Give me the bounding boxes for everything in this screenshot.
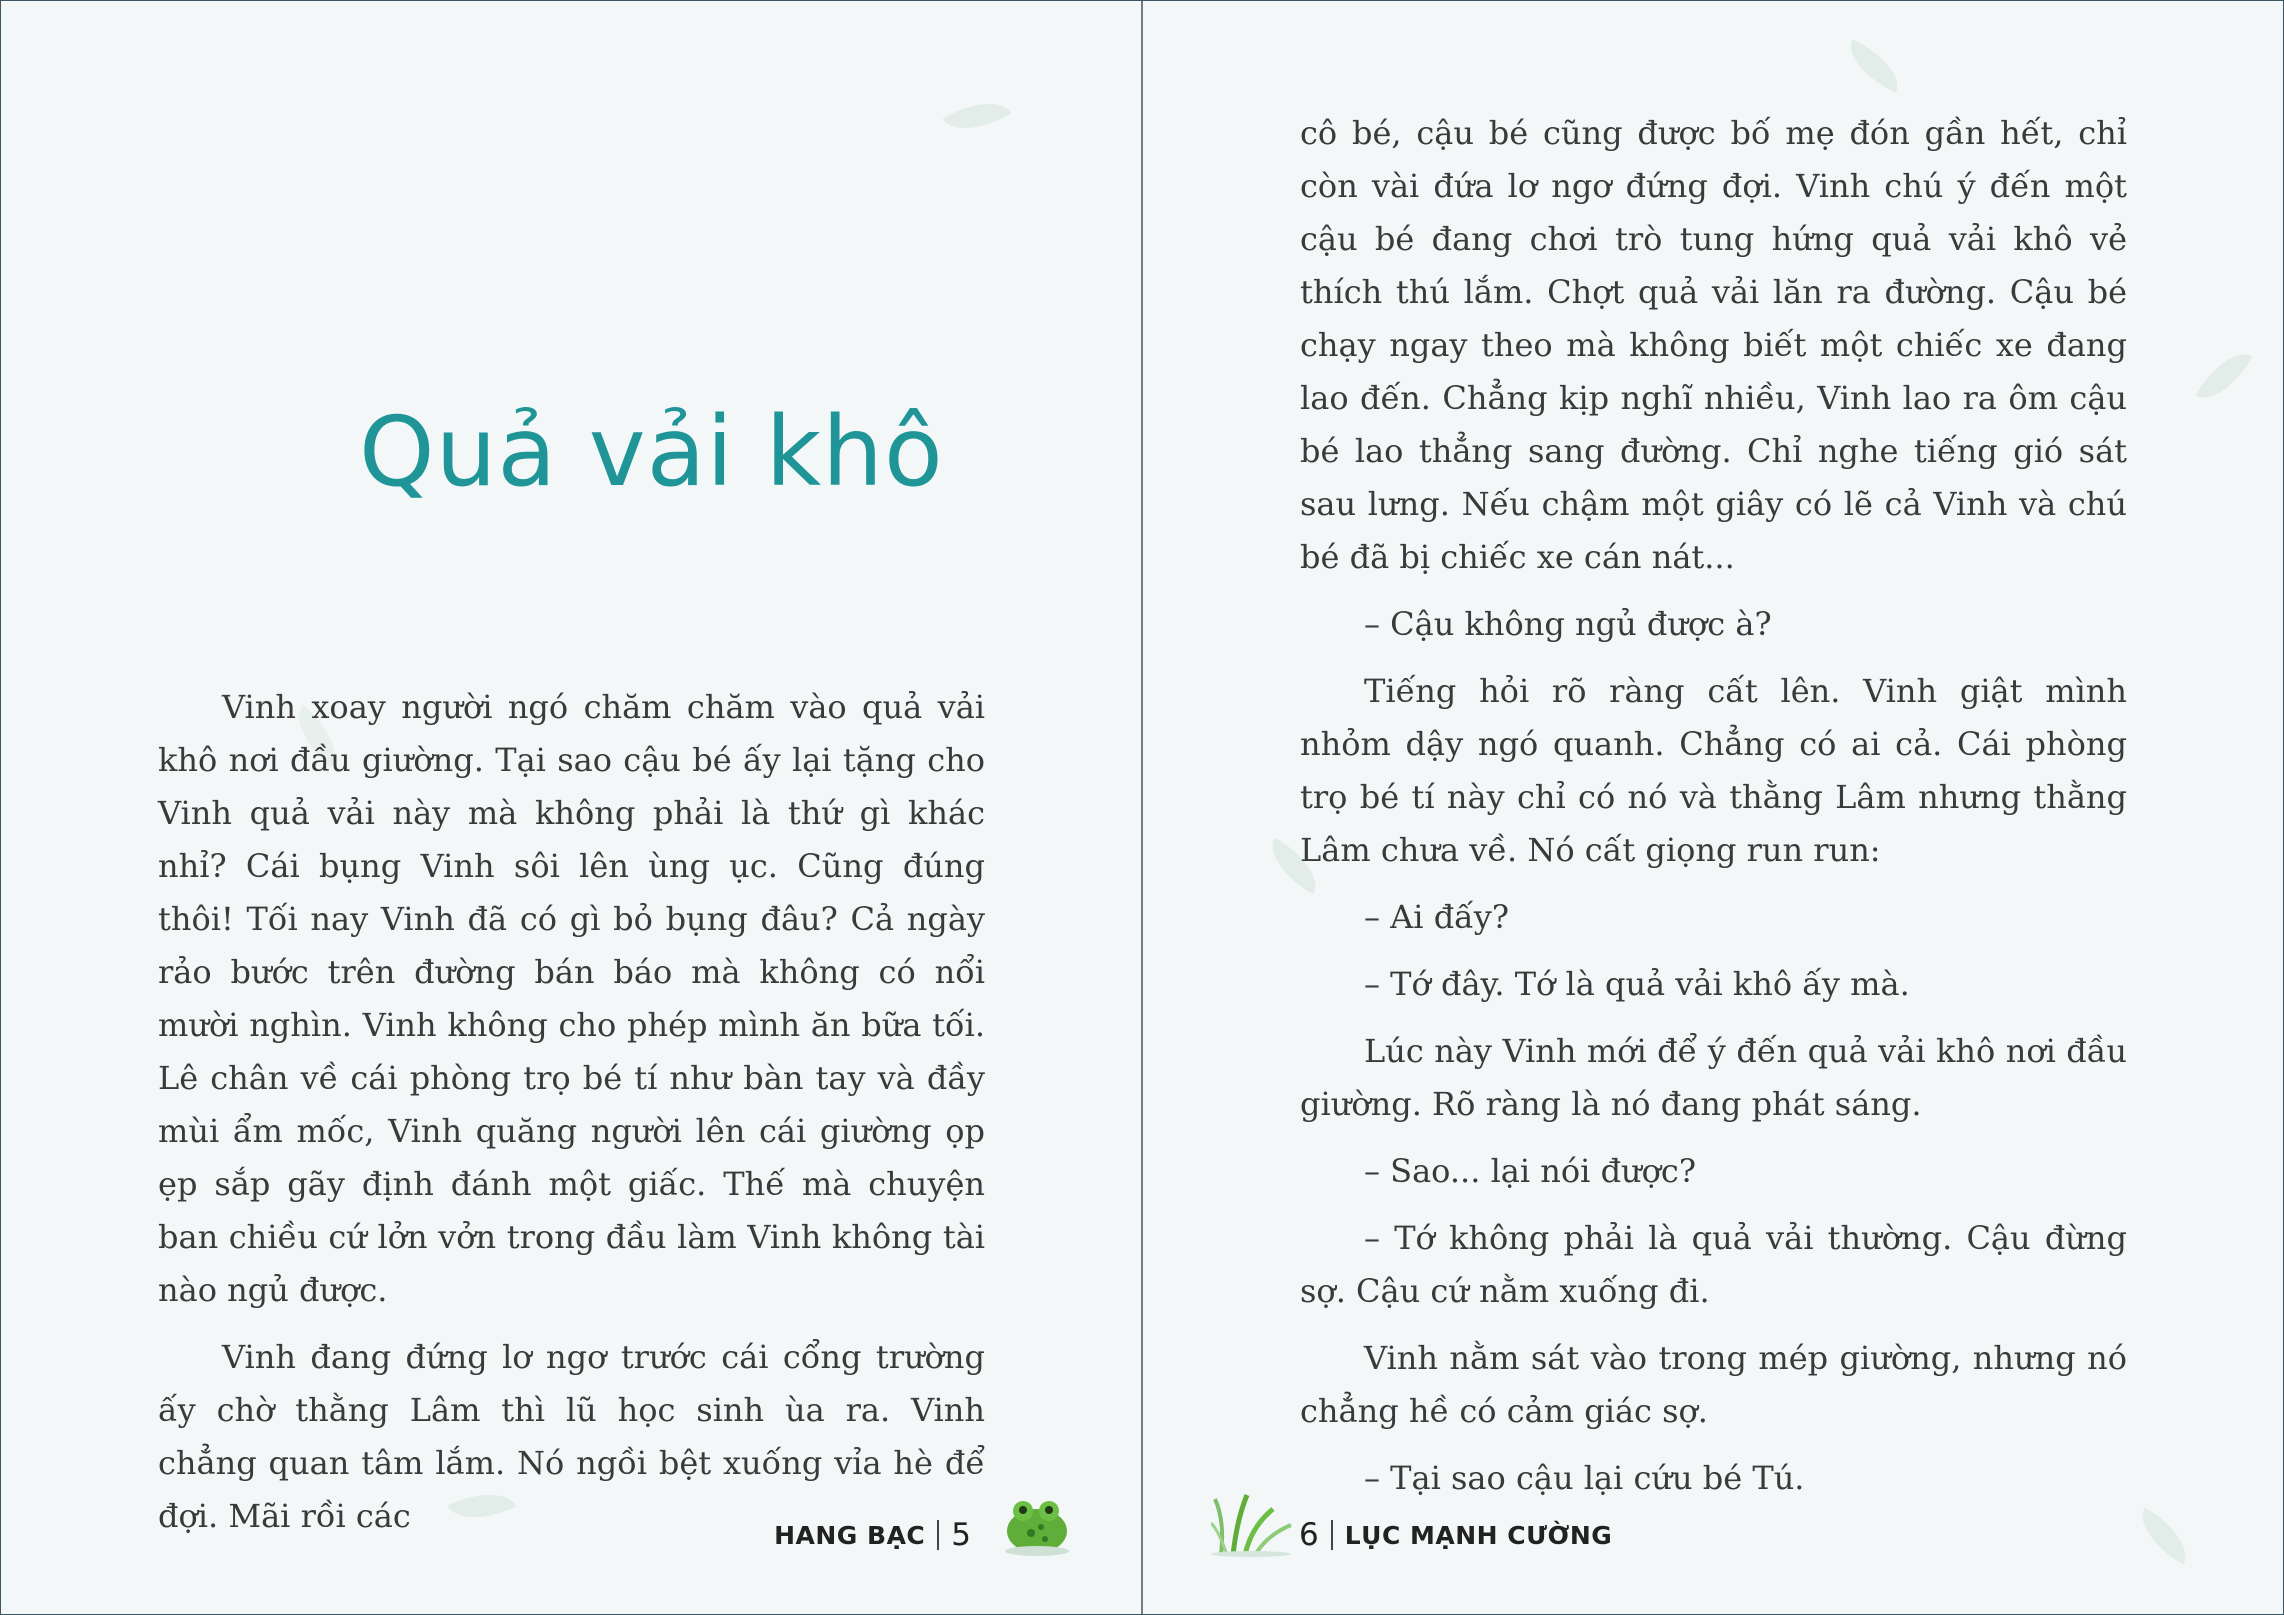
paragraph: Tiếng hỏi rõ ràng cất lên. Vinh giật mình nhỏm dậy ngó quanh. Chẳng có ai cả. Cái phòng trọ bé tí này chỉ có nó và thằng Lâm nhưng thằng Lâm chưa về. Nó cất giọng run run:	[1300, 672, 2127, 869]
grass-icon	[1211, 1491, 1295, 1557]
paragraph: Vinh nằm sát vào trong mép giường, nhưng nó chẳng hề có cảm giác sợ.	[1300, 1339, 2127, 1430]
footer-divider	[937, 1520, 939, 1550]
dialogue-line: – Tại sao cậu lại cứu bé Tú.	[1364, 1459, 1805, 1497]
footer-author: LỤC MẠNH CƯỜNG	[1344, 1520, 1613, 1550]
right-page	[1143, 1, 2283, 1614]
leaf-icon	[2196, 342, 2253, 411]
leaf-icon	[943, 88, 1012, 145]
frog-icon	[1001, 1491, 1073, 1557]
dialogue-line: – Tớ không phải là quả vải thường. Cậu đừng sợ. Cậu cứ nằm xuống đi.	[1300, 1219, 2127, 1310]
footer-author: HANG BẠC	[774, 1520, 926, 1550]
dialogue-line: – Cậu không ngủ được à?	[1364, 605, 1772, 643]
page-number: 6	[1299, 1517, 1319, 1553]
chapter-title: Quả vải khô	[359, 396, 944, 508]
left-page	[1, 1, 1141, 1614]
dialogue-line: – Ai đấy?	[1364, 898, 1510, 936]
footer-divider	[1331, 1520, 1333, 1550]
right-footer	[1299, 1517, 1612, 1553]
right-body-text	[1300, 107, 2127, 1519]
paragraph: cô bé, cậu bé cũng được bố mẹ đón gần hết, chỉ còn vài đứa lơ ngơ đứng đợi. Vinh chú ý đến một cậu bé đang chơi trò tung hứng quả vải khô vẻ thích thú lắm. Chợt quả vải lăn ra đường. Cậu bé chạy ngay theo mà không biết một chiếc xe đang lao đến. Chẳng kịp nghĩ nhiều, Vinh lao ra ôm cậu bé lao thẳng sang đường. Chỉ nghe tiếng gió sát sau lưng. Nếu chậm một giây có lẽ cả Vinh và chú bé đã bị chiếc xe cán nát...	[1300, 114, 2127, 576]
dialogue-line: – Tớ đây. Tớ là quả vải khô ấy mà.	[1364, 965, 1910, 1003]
paragraph: Vinh đang đứng lơ ngơ trước cái cổng trường ấy chờ thằng Lâm thì lũ học sinh ùa ra. Vinh chẳng quan tâm lắm. Nó ngồi bệt xuống vỉa hè để đợi. Mãi rồi các	[158, 1338, 985, 1535]
paragraph: Vinh xoay người ngó chăm chăm vào quả vải khô nơi đầu giường. Tại sao cậu bé ấy lại tặng cho Vinh quả vải này mà không phải là thứ gì khác nhỉ? Cái bụng Vinh sôi lên ùng ục. Cũng đúng thôi! Tối nay Vinh đã có gì bỏ bụng đâu? Cả ngày rảo bước trên đường bán báo mà không có nổi mười nghìn. Vinh không cho phép mình ăn bữa tối. Lê chân về cái phòng trọ bé tí như bàn tay và đầy mùi ẩm mốc, Vinh quăng người lên cái giường ọp ẹp sắp gãy định đánh một giấc. Thế mà chuyện ban chiều cứ lởn vởn trong đầu làm Vinh không tài nào ngủ được.	[158, 688, 985, 1309]
left-footer	[774, 1517, 971, 1553]
paragraph: Lúc này Vinh mới để ý đến quả vải khô nơi đầu giường. Rõ ràng là nó đang phát sáng.	[1300, 1032, 2127, 1123]
dialogue-line: – Sao... lại nói được?	[1364, 1152, 1696, 1190]
left-body-text	[158, 681, 985, 1557]
page-number: 5	[951, 1517, 971, 1553]
leaf-icon	[1840, 39, 1909, 92]
leaf-icon	[2130, 1508, 2199, 1565]
